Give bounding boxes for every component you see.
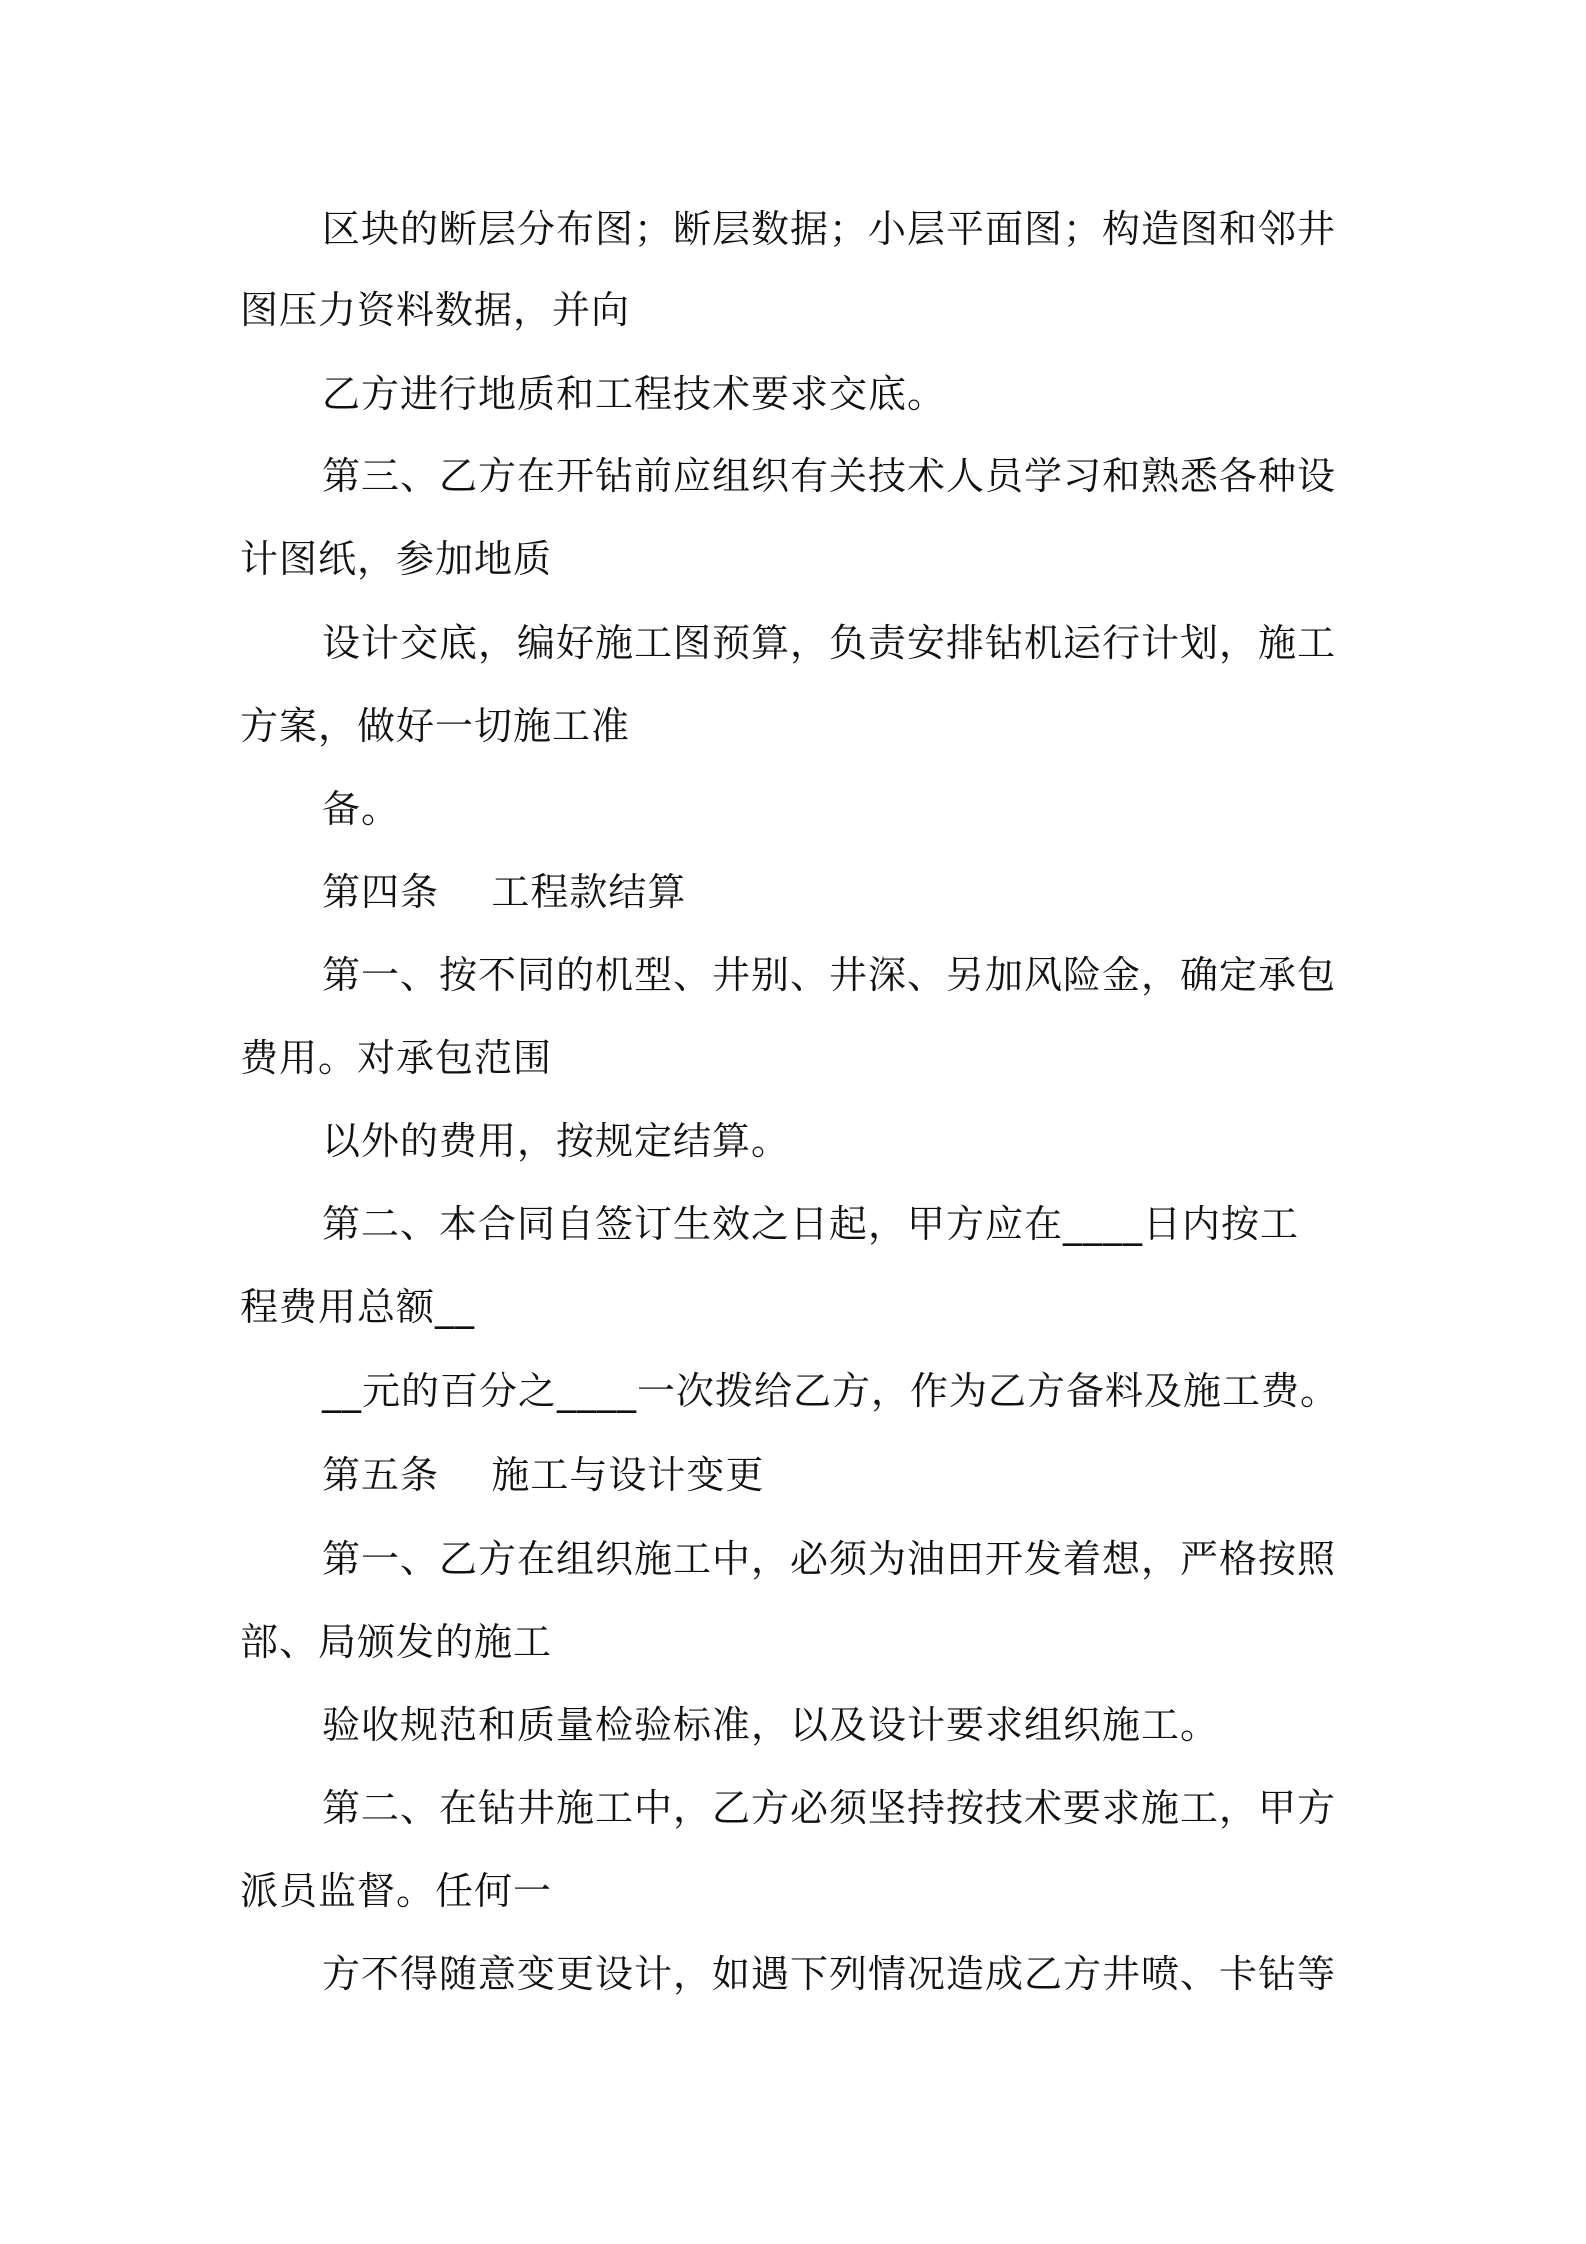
text-line: 第二、在钻井施工中，乙方必须坚持按技术要求施工，甲方 <box>322 1786 1337 1830</box>
text-line: __元的百分之____一次拨给乙方，作为乙方备料及施工费。 <box>322 1369 1340 1413</box>
section-heading: 第五条 施工与设计变更 <box>322 1453 765 1497</box>
text-line: 方不得随意变更设计，如遇下列情况造成乙方井喷、卡钻等 <box>322 1952 1337 1996</box>
text-line: 部、局颁发的施工 <box>240 1620 553 1664</box>
text-line: 以外的费用，按规定结算。 <box>322 1119 791 1163</box>
text-line: 设计交底，编好施工图预算，负责安排钻机运行计划，施工 <box>322 621 1337 665</box>
text-line: 费用。对承包范围 <box>240 1036 553 1080</box>
text-line: 图压力资料数据，并向 <box>240 288 631 332</box>
text-line: 第一、乙方在组织施工中，必须为油田开发着想，严格按照 <box>322 1537 1337 1581</box>
text-line: 乙方进行地质和工程技术要求交底。 <box>322 372 947 416</box>
section-heading: 第四条 工程款结算 <box>322 870 687 914</box>
text-line: 第一、按不同的机型、井别、井深、另加风险金，确定承包 <box>322 953 1337 997</box>
text-line: 派员监督。任何一 <box>240 1869 553 1913</box>
text-line: 程费用总额__ <box>240 1285 476 1329</box>
text-line: 区块的断层分布图；断层数据；小层平面图；构造图和邻井 <box>322 207 1337 251</box>
text-line: 方案，做好一切施工准 <box>240 704 631 748</box>
text-line: 备。 <box>322 787 401 831</box>
text-line: 第二、本合同自签订生效之日起，甲方应在____日内按工 <box>322 1202 1300 1246</box>
text-line: 计图纸，参加地质 <box>240 537 553 581</box>
text-line: 第三、乙方在开钻前应组织有关技术人员学习和熟悉各种设 <box>322 454 1337 498</box>
text-line: 验收规范和质量检验标准，以及设计要求组织施工。 <box>322 1703 1220 1747</box>
